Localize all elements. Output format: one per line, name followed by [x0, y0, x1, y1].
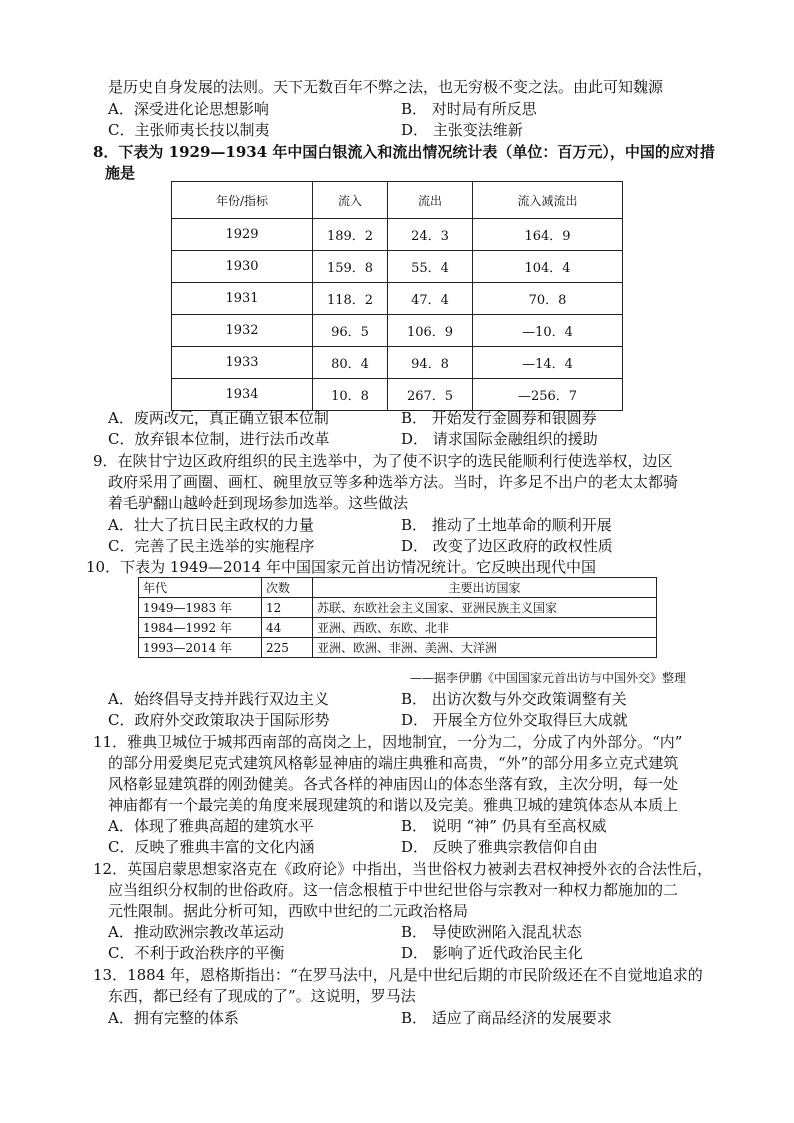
- table-row: [172, 379, 623, 411]
- q13-option-b: B． 适应了商品经济的发展要求: [401, 1009, 612, 1027]
- q9-option-d: D． 改变了边区政府的政权性质: [401, 537, 613, 555]
- table-cell: 70．8: [473, 283, 623, 315]
- table-cell: 118．2: [313, 283, 388, 315]
- table-cell: 55．4: [388, 251, 473, 283]
- q13-stem-line1: 13．1884 年，恩格斯指出：“在罗马法中，凡是中世纪后期的市民阶级还在不自觉地追求的: [93, 966, 703, 984]
- q11-option-d: D． 反映了雅典宗教信仰自由: [401, 838, 598, 856]
- q11-stem-line1: 11．雅典卫城位于城邦西南部的高岗之上，因地制宜，一分为二，分成了内外部分。“内”: [93, 733, 683, 751]
- q10-table-source: ——据李伊鹏《中国国家元首出访与中国外交》整理: [410, 671, 687, 685]
- table-header-cell: 主要出访国家: [313, 578, 657, 598]
- table-cell: —10．4: [473, 315, 623, 347]
- q11-option-c: C．反映了雅典丰富的文化内涵: [108, 838, 315, 856]
- table-cell: 164．9: [473, 219, 623, 251]
- q11-option-b: B． 说明 “神” 仍具有至高权威: [401, 817, 607, 835]
- table-cell: 1931: [172, 283, 313, 315]
- q12-stem-line2: 应当组织分权制的世俗政府。这一信念根植于中世纪世俗与宗教对一种权力都施加的二: [108, 881, 679, 899]
- table-cell: 44: [262, 618, 313, 638]
- table-row: [139, 638, 657, 658]
- table-cell: 1934: [172, 379, 313, 411]
- table-cell: 267．5: [388, 379, 473, 411]
- q12-stem-line1: 12．英国启蒙思想家洛克在《政府论》中指出，当世俗权力被剥去君权神授外衣的合法性后，: [93, 860, 713, 878]
- table-header-cell: 年份/指标: [172, 182, 313, 219]
- table-cell: 亚洲、欧洲、非洲、美洲、大洋洲: [313, 638, 657, 658]
- table-cell: 1933: [172, 347, 313, 379]
- table-row: [172, 347, 623, 379]
- table-header-cell: 年代: [139, 578, 262, 598]
- q7-option-d: D． 主张变法维新: [401, 121, 523, 139]
- table-cell: 亚洲、西欧、东欧、北非: [313, 618, 657, 638]
- q9-stem-line1: 9．在陕甘宁边区政府组织的民主选举中，为了使不识字的选民能顺利行使选举权，边区: [93, 452, 673, 470]
- table-cell: 1949—1983 年: [139, 598, 262, 618]
- table-header-cell: 流入: [313, 182, 388, 219]
- q8-option-b: B． 开始发行金圆券和银圆券: [401, 409, 597, 427]
- table-cell: 47．4: [388, 283, 473, 315]
- table-cell: 1993—2014 年: [139, 638, 262, 658]
- q12-option-b: B． 导使欧洲陷入混乱状态: [401, 923, 582, 941]
- table-cell: 10．8: [313, 379, 388, 411]
- table-cell: —14．4: [473, 347, 623, 379]
- q9-stem-line2: 政府采用了画圈、画杠、碗里放豆等多种选举方法。当时，许多足不出户的老太太都骑: [108, 473, 679, 491]
- q11-option-a: A．体现了雅典高超的建筑水平: [108, 817, 314, 835]
- q9-option-a: A．壮大了抗日民主政权的力量: [108, 516, 314, 534]
- table-cell: 96．5: [313, 315, 388, 347]
- q10-stem-line1: 10．下表为 1949—2014 年中国国家元首出访情况统计。它反映出现代中国: [86, 558, 596, 576]
- q8-option-a: A．废两改元，真正确立银本位制: [108, 409, 329, 427]
- table-cell: 106．9: [388, 315, 473, 347]
- table-cell: 1930: [172, 251, 313, 283]
- table-row: [172, 283, 623, 315]
- table-row: [172, 251, 623, 283]
- table-cell: 1932: [172, 315, 313, 347]
- table-header-cell: 流入减流出: [473, 182, 623, 219]
- table-cell: 80．4: [313, 347, 388, 379]
- q11-stem-line4: 神庙都有一个最完美的角度来展现建筑的和谐以及完美。雅典卫城的建筑体态从本质上: [108, 796, 679, 814]
- q8-option-d: D． 请求国际金融组织的援助: [401, 430, 598, 448]
- q9-option-c: C．完善了民主选举的实施程序: [108, 537, 315, 555]
- q10-option-a: A．始终倡导支持并践行双边主义: [108, 690, 329, 708]
- table-cell: 24．3: [388, 219, 473, 251]
- q10-option-b: B． 出访次数与外交政策调整有关: [401, 690, 627, 708]
- table-cell: —256．7: [473, 379, 623, 411]
- q12-option-a: A．推动欧洲宗教改革运动: [108, 923, 284, 941]
- q12-option-d: D． 影响了近代政治民主化: [401, 944, 583, 962]
- q11-stem-line3: 风格彰显建筑群的刚劲健美。各式各样的神庙因山的体态坐落有致，主次分明，每一处: [108, 775, 679, 793]
- q9-stem-line3: 着毛驴翻山越岭赶到现场参加选举。这些做法: [108, 494, 409, 512]
- q8-stem-line2: 施是: [105, 164, 136, 182]
- table-header-cell: 次数: [262, 578, 313, 598]
- q7-option-c: C．主张师夷长技以制夷: [108, 121, 270, 139]
- q9-option-b: B． 推动了土地革命的顺利开展: [401, 516, 612, 534]
- table-cell: 12: [262, 598, 313, 618]
- q13-option-a: A．拥有完整的体系: [108, 1009, 239, 1027]
- table-header-cell: 流出: [388, 182, 473, 219]
- table-row: [139, 598, 657, 618]
- q8-silver-table: [171, 181, 623, 411]
- q8-option-c: C．放弃银本位制，进行法币改革: [108, 430, 330, 448]
- q11-stem-line2: 的部分用爱奥尼克式建筑风格彰显神庙的端庄典雅和高贵，“外”的部分用多立克式建筑: [108, 754, 679, 772]
- table-header-row: [172, 182, 623, 219]
- table-cell: 苏联、东欧社会主义国家、亚洲民族主义国家: [313, 598, 657, 618]
- q7-stem-continuation: 是历史自身发展的法则。天下无数百年不弊之法，也无穷极不变之法。由此可知魏源: [108, 78, 664, 96]
- q10-option-c: C．政府外交政策取决于国际形势: [108, 711, 330, 729]
- q10-option-d: D． 开展全方位外交取得巨大成就: [401, 711, 628, 729]
- table-header-row: [139, 578, 657, 598]
- table-cell: 1929: [172, 219, 313, 251]
- table-cell: 1984—1992 年: [139, 618, 262, 638]
- q13-stem-line2: 东西，都已经有了现成的了”。这说明，罗马法: [108, 987, 416, 1005]
- table-cell: 189．2: [313, 219, 388, 251]
- table-cell: 159．8: [313, 251, 388, 283]
- table-row: [172, 315, 623, 347]
- q12-option-c: C．不利于政治秩序的平衡: [108, 944, 285, 962]
- q8-stem-line1: 8．下表为 1929—1934 年中国白银流入和流出情况统计表（单位：百万元），中国的应对措: [93, 143, 715, 161]
- table-cell: 225: [262, 638, 313, 658]
- table-cell: 104．4: [473, 251, 623, 283]
- q10-visits-table: [138, 577, 657, 658]
- table-row: [139, 618, 657, 638]
- table-cell: 94．8: [388, 347, 473, 379]
- table-row: [172, 219, 623, 251]
- q7-option-b: B． 对时局有所反思: [401, 100, 537, 118]
- q12-stem-line3: 元性限制。据此分析可知，西欧中世纪的二元政治格局: [108, 902, 469, 920]
- q7-option-a: A．深受进化论思想影响: [108, 100, 269, 118]
